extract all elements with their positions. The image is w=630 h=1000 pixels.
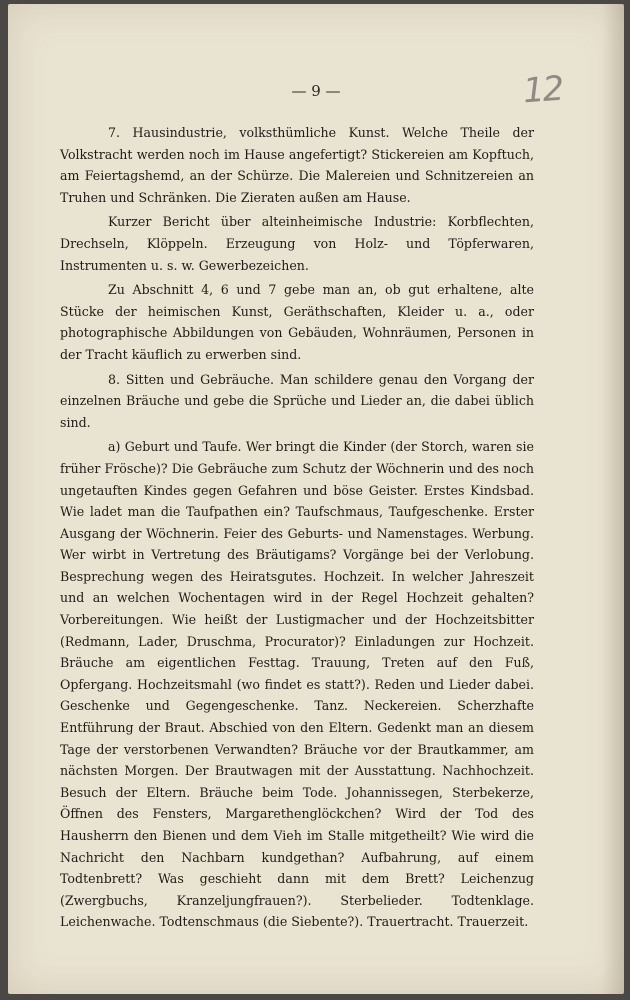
paragraph-hausindustrie: 7. Hausindustrie, volksthümliche Kunst. Welche Theile der Volkstracht werden noch im Hause angefertigt? Stickereien am Kopftuch, am Feiertagshemd, an der Schürze. Die Malereien und Schnitzereien an Truhen und Schränken. Die Zieraten außen am Hause. <box>60 125 534 205</box>
page-edge-shadow <box>602 4 624 994</box>
handwritten-page-note: 12 <box>521 68 564 112</box>
paragraph-abschnitt-note: Zu Abschnitt 4, 6 und 7 gebe man an, ob gut erhaltene, alte Stücke der heimischen Kunst, Geräthschaften, Kleider u. a., oder photographische Abbildungen von Gebäuden, Wohnräumen, Personen in der Tracht käuflich zu erwerben sind. <box>60 282 534 362</box>
document-page <box>8 4 624 994</box>
body-text <box>60 122 534 936</box>
page-number: — 9 — <box>291 82 341 100</box>
paragraph-geburt-taufe: a) Geburt und Taufe. Wer bringt die Kinder (der Storch, waren sie früher Frösche)? Die Gebräuche zum Schutz der Wöchnerin und des noch ungetauften Kindes gegen Gefahren und böse Geister. Erstes Kindsbad. Wie ladet man die Taufpathen ein? Taufschmaus, Taufgeschenke. Erster Ausgang der Wöchnerin. Feier des Geburts- und Namenstages. Werbung. Wer wirbt in Vertretung des Bräutigams? Vorgänge bei der Verlobung. Besprechung wegen des Heiratsgutes. Hochzeit. In welcher Jahreszeit und an welchen Wochentagen wird in der Regel Hochzeit gehalten? Vorbereitungen. Wie heißt der Lustigmacher und der Hochzeitsbitter (Redmann, Lader, Druschma, Procurator)? Einladungen zur Hochzeit. Bräuche am eigentlichen Festtag. Trauung, Treten auf den Fuß, Opfergang. Hochzeitsmahl (wo findet es statt?). Reden und Lieder dabei. Geschenke und Gegengeschenke. Tanz. Neckereien. Scherzhafte Entführung der Braut. Abschied von den Eltern. Gedenkt man an diesem Tage der verstorbenen Verwandten? Bräuche vor der Brautkammer, am nächsten Morgen. Der Brautwagen mit der Ausstattung. Nachhochzeit. Besuch der Eltern. Bräuche beim Tode. Johannissegen, Sterbekerze, Öffnen des Fensters, Margarethenglöckchen? Wird der Tod des Hausherrn den Bienen und dem Vieh im Stalle mitgetheilt? Wie wird die Nachricht den Nachbarn kundgethan? Aufbahrung, auf einem Todtenbrett? Was geschieht dann mit dem Brett? Leichenzug (Zwergbuchs, Kranzeljungfrauen?). Sterbelieder. Todtenklage. Leichenwache. Todtenschmaus (die Siebente?). Trauertracht. Trauerzeit. <box>60 439 534 930</box>
paragraph-industrie-bericht: Kurzer Bericht über alteinheimische Industrie: Korbflechten, Drechseln, Klöppeln. Erzeugung von Holz- und Töpferwaren, Instrumenten u. s. w. Gewerbezeichen. <box>60 214 534 273</box>
paragraph-sitten-gebraeuche: 8. Sitten und Gebräuche. Man schildere genau den Vorgang der einzelnen Bräuche und gebe die Sprüche und Lieder an, die dabei üblich sind. <box>60 371 534 430</box>
